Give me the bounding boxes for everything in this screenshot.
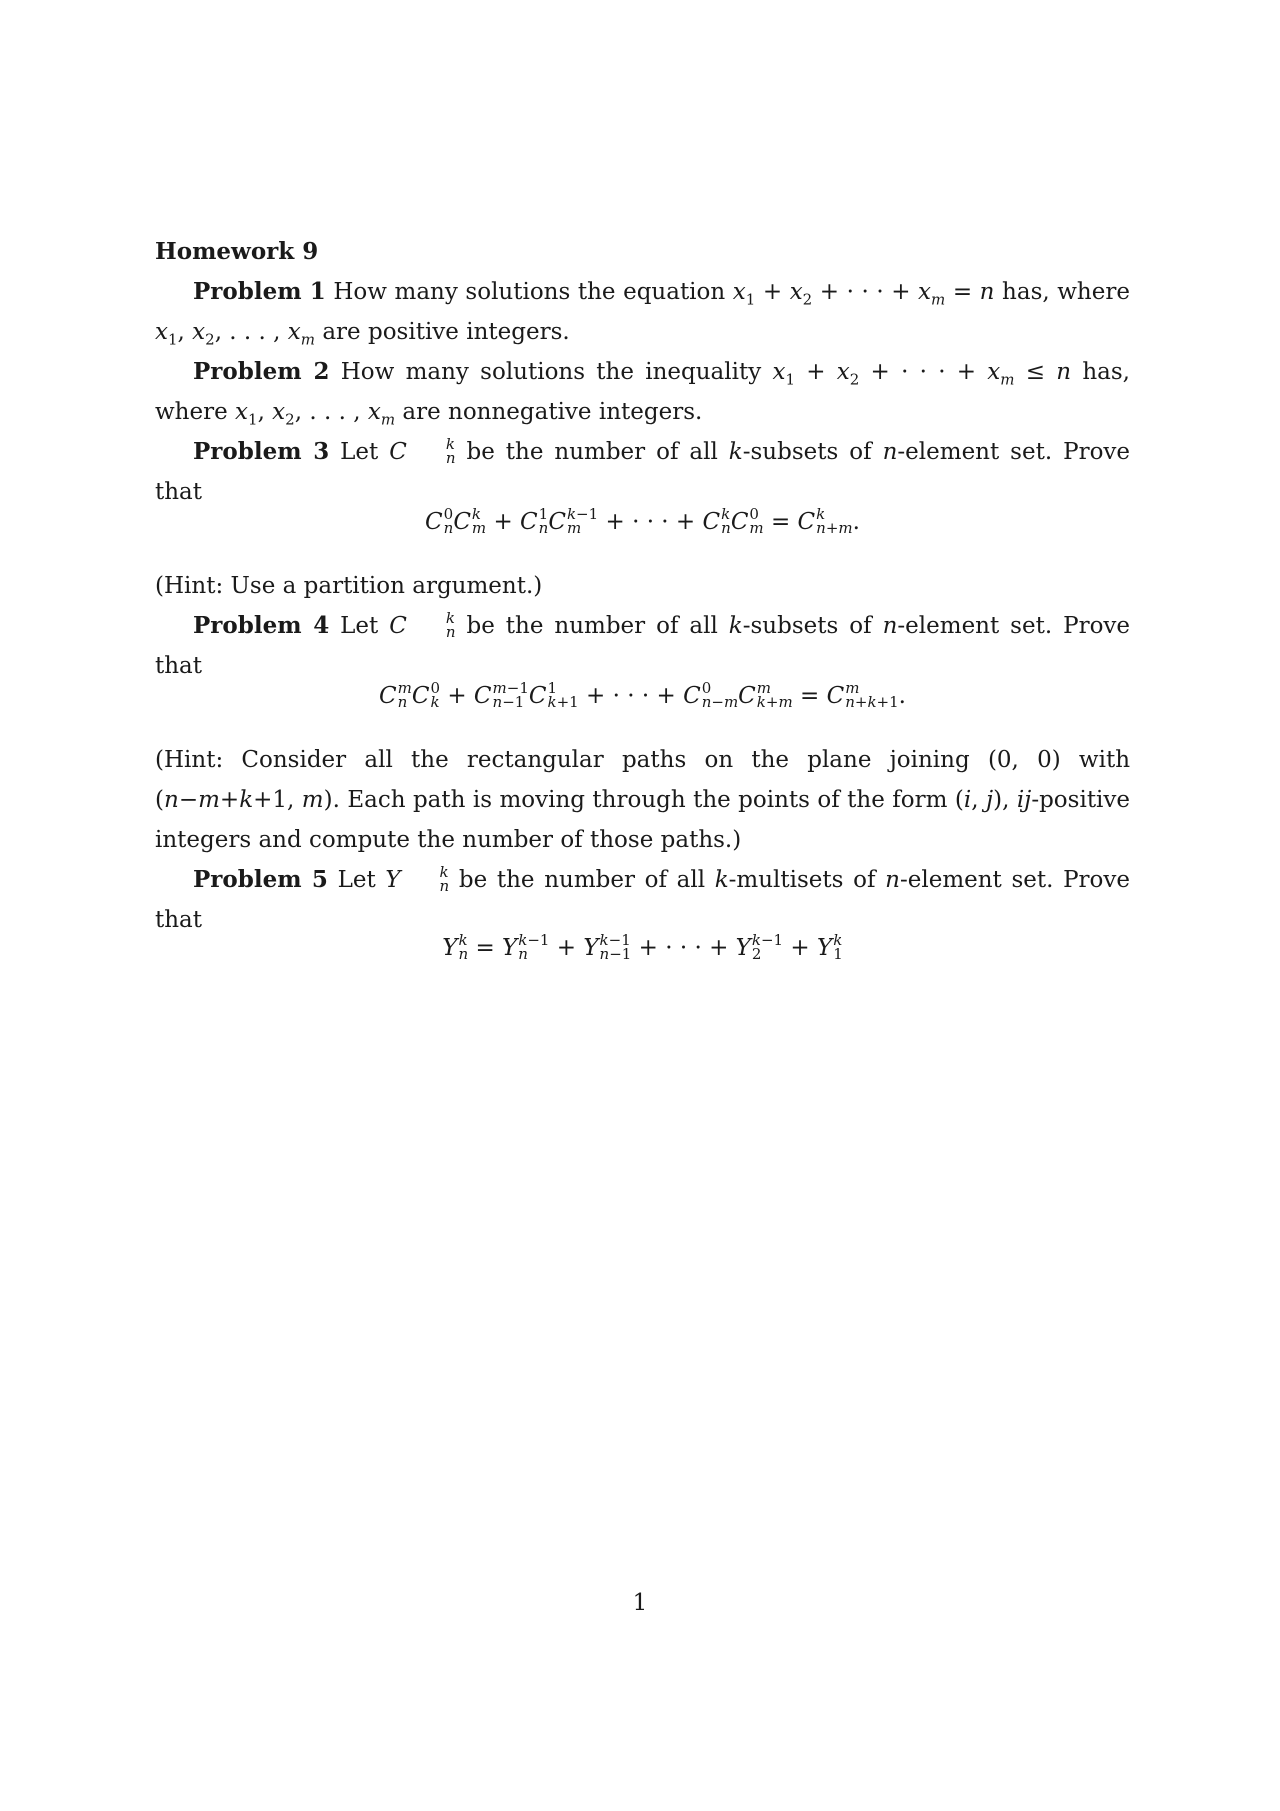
problem-2 [155,352,1130,432]
problem-3 [155,432,1130,512]
equation-1: $x_1 + x_2$ + · · · + $x_m = n$ [732,279,995,309]
problem-3-text: Problem 3 Let C k n be the number of all k-subsets of n-element set. Prove that [155,435,1131,505]
problem-2-text: Problem 2 How many solutions the inequality $x_1 + x_2$ + · · · + $x_m \le n$ has, where $x_1$, $x_2$, . . . , $x_m$ are nonnegative integers. [155,358,1130,429]
homework-title: Homework 9 [155,238,319,265]
page-number: 1 [632,1590,648,1616]
problem-1 [155,272,1130,352]
variables-1: $x_1$, $x_2$, . . . , $x_m$ [155,319,316,349]
problem-2-label: Problem 2 [193,358,330,385]
hint-4: (Hint: Consider all the rectangular paths on the plane joining (0, 0) with (n−m+k+1, m). Each path is moving through the points of the form (i, j), ij-positive integers and compute the number of those paths.) [155,747,1131,853]
problem-3-label: Problem 3 [193,438,330,465]
binomial-c-nk: C k n [389,435,456,467]
hint-3: (Hint: Use a partition argument.) [155,573,543,599]
inequality-2: $x_1 + x_2$ + · · · + $x_m \le n$ [772,359,1072,389]
identity-4: C m n C 0 k + C m−1 n−1 C 1 k+1 + · · · + C 0 n−m C m k+m = C m n+k+1 . [379,679,906,711]
problem-4 [155,606,1130,686]
problem-4-text: Problem 4 Let C k n be the number of all k-subsets of n-element set. Prove that [155,609,1131,679]
problem-4-label: Problem 4 [193,612,330,639]
problem-5-label: Problem 5 [193,866,328,893]
variables-2: $x_1$, $x_2$, . . . , $x_m$ [235,399,396,429]
problem-1-text: Problem 1 How many solutions the equation $x_1 + x_2$ + · · · + $x_m = n$ has, where $x_1$, $x_2$, . . . , $x_m$ are positive integers. [155,278,1130,349]
identity-5: Y k n = Y k−1 n + Y k−1 n−1 + · · · + Y k−1 2 + Y k 1 [442,931,843,963]
identity-3: C 0 n C k m + C 1 n C k−1 m + · · · + C k n C 0 m = C k n+m . [425,505,860,537]
problem-5-text: Problem 5 Let Y k n be the number of all k-multisets of n-element set. Prove that [155,863,1130,933]
problem-1-label: Problem 1 [193,278,326,305]
